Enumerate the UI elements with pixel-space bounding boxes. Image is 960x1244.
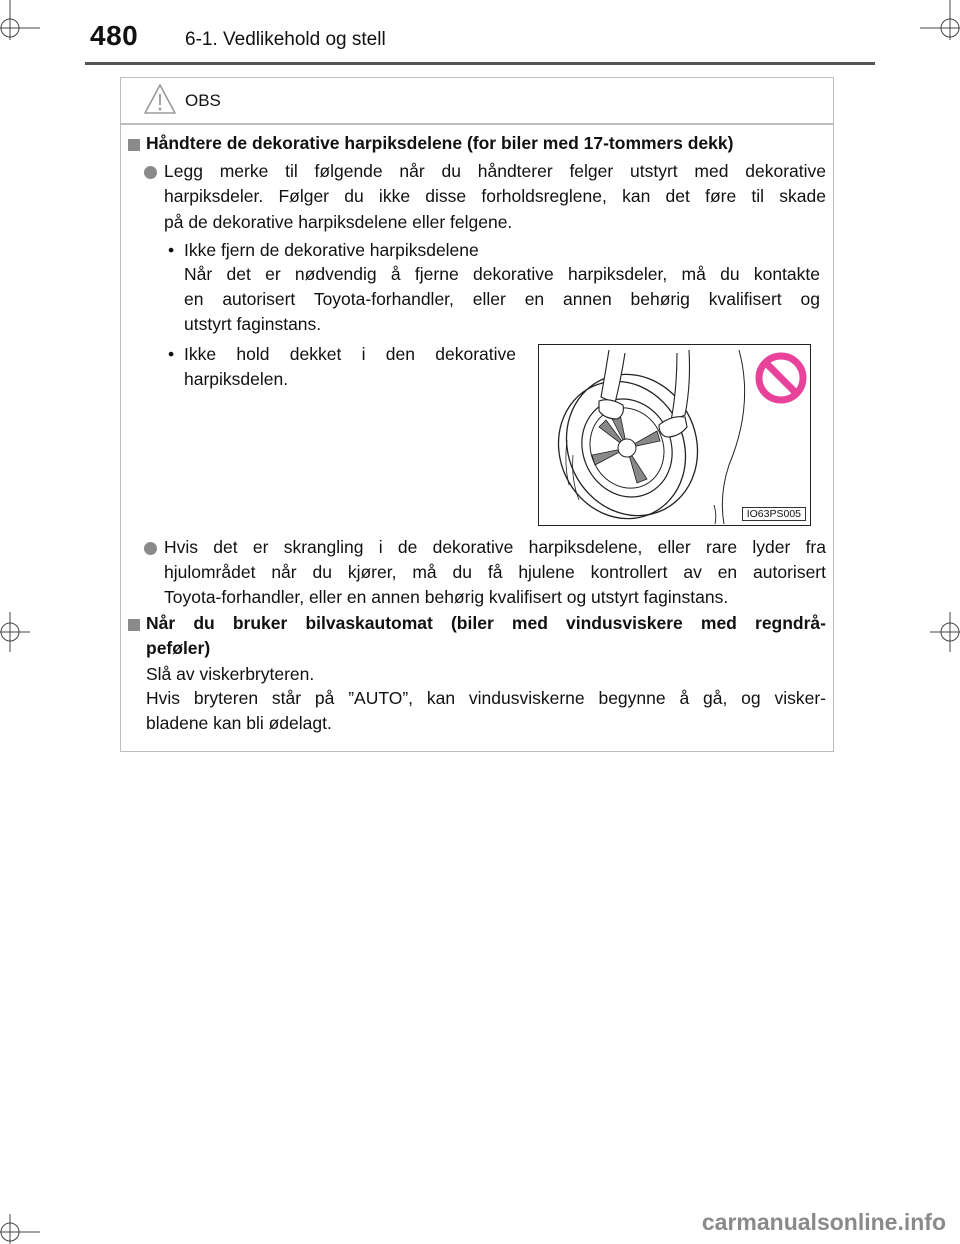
round-bullet [144, 542, 157, 555]
sub1-line2: Når det er nødvendig å fjerne dekorative harpiksdeler, må du kontakte [184, 264, 820, 284]
sub2-line2: harpiksdelen. [184, 369, 289, 389]
heading-square-bullet [128, 139, 140, 151]
page-number: 480 [90, 20, 139, 51]
sub-bullet-marker: • [168, 240, 175, 260]
bullet1-line2: harpiksdeler. Følger du ikke disse forholdsreglene, kan det føre til skade [164, 186, 826, 206]
watermark: carmanualsonline.info [701, 1209, 946, 1235]
sub1-line3: en autorisert Toyota-forhandler, eller en annen behørig kvalifisert og [184, 289, 820, 309]
bullet2-line3: Toyota-forhandler, eller en annen behørig kvalifisert og utstyrt faginstans. [164, 587, 729, 607]
block2-line1: Slå av viskerbryteren. [146, 664, 315, 684]
bullet2-line1: Hvis det er skrangling i de dekorative harpiksdelene, eller rare lyder fra [164, 537, 826, 557]
caution-label: OBS [185, 91, 221, 110]
crop-mark-top-right [920, 0, 960, 40]
illustration-code: IO63PS005 [742, 507, 806, 521]
sub-bullet-marker: • [168, 344, 175, 364]
crop-mark-bottom-left [0, 1214, 40, 1244]
bullet2-line2: hjulområdet når du kjører, må du få hjulene kontrollert av en autorisert [164, 562, 826, 582]
heading-square-bullet [128, 619, 140, 631]
prohibition-icon [754, 351, 808, 410]
crop-mark-top-left [0, 0, 40, 40]
block2-heading-line1: Når du bruker bilvaskautomat (biler med vindusviskere med regndrå- [146, 613, 826, 633]
wheel-illustration [538, 344, 811, 526]
block1-heading: Håndtere de dekorative harpiksdelene (for biler med 17-tommers dekk) [146, 133, 734, 153]
block2-heading-line2: peføler) [146, 638, 211, 658]
sub2-line1: Ikke hold dekket i den dekorative [184, 344, 516, 364]
round-bullet [144, 166, 157, 179]
sub1-line4: utstyrt faginstans. [184, 314, 322, 334]
header-rule [85, 62, 875, 65]
section-title: 6-1. Vedlikehold og stell [185, 29, 386, 50]
block2-line3: bladene kan bli ødelagt. [146, 713, 332, 733]
bullet1-line1: Legg merke til følgende når du håndterer felger utstyrt med dekorative [164, 161, 826, 181]
crop-mark-mid-left [0, 612, 30, 652]
caution-header [143, 84, 221, 118]
block2-line2: Hvis bryteren står på ”AUTO”, kan vindusviskerne begynne å gå, og visker- [146, 688, 826, 708]
sub1-line1: Ikke fjern de dekorative harpiksdelene [184, 240, 479, 260]
crop-mark-mid-right [930, 612, 960, 652]
bullet1-line3: på de dekorative harpiksdelene eller felgene. [164, 212, 513, 232]
caution-divider [121, 123, 833, 125]
warning-triangle-icon [143, 83, 177, 120]
